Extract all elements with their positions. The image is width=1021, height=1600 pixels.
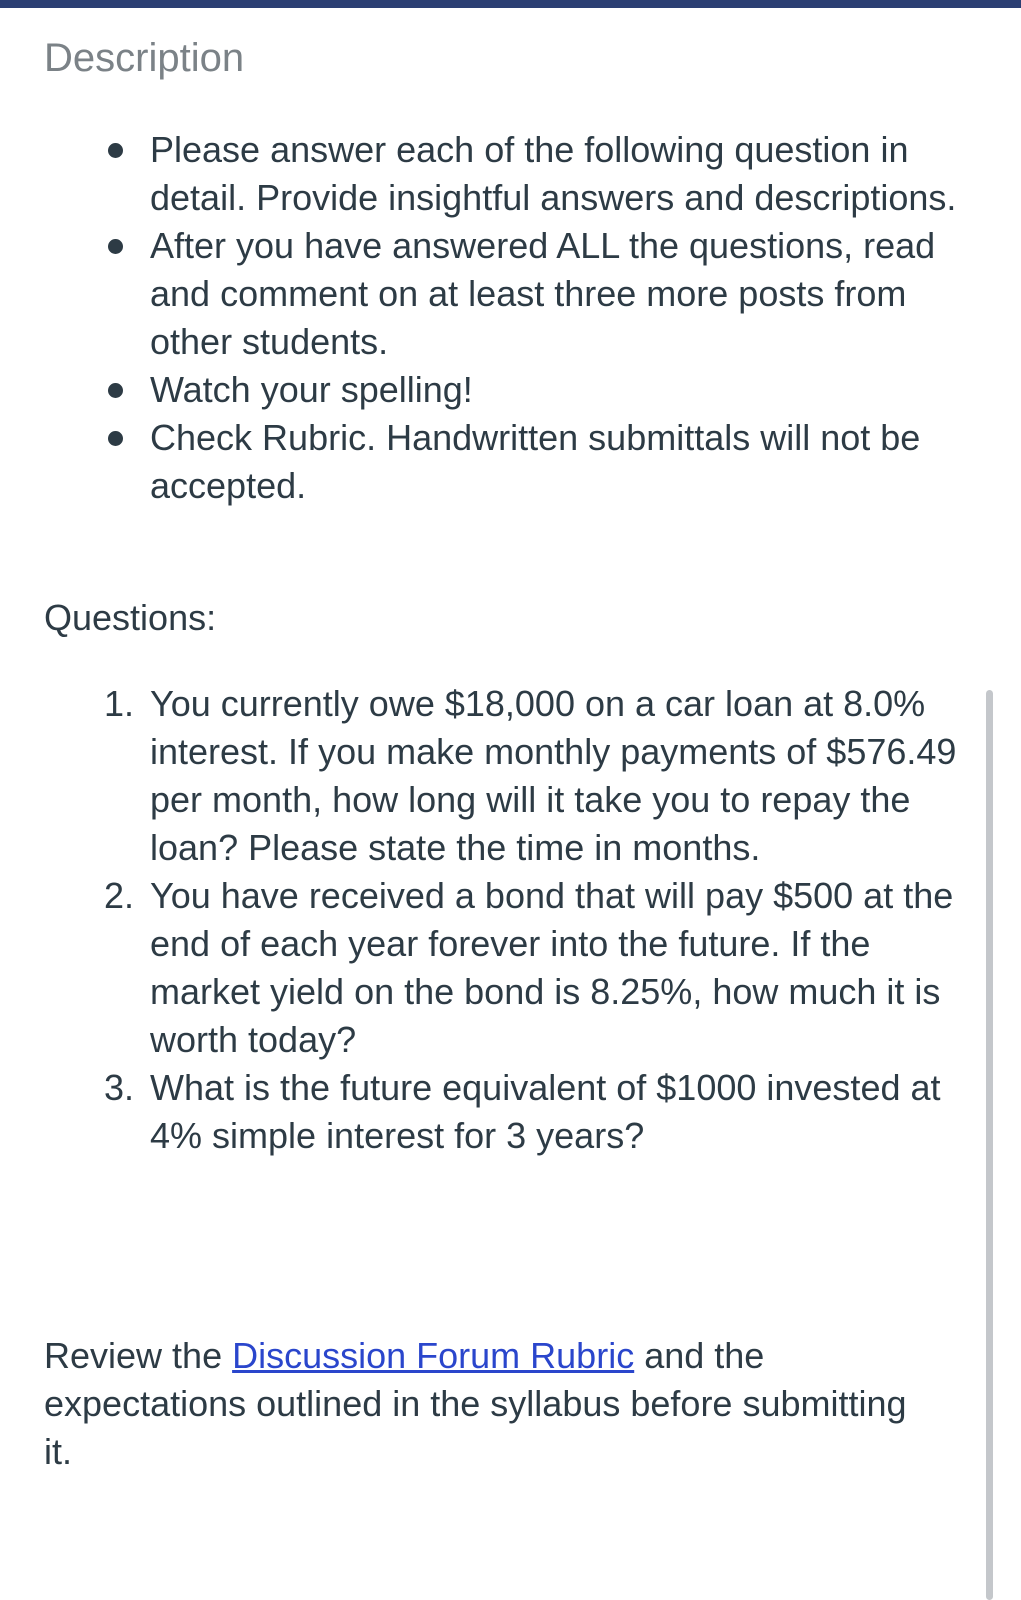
review-suffix: and the expectations outlined in the syllabus before submitting it. bbox=[44, 1335, 907, 1472]
instruction-text: Watch your spelling! bbox=[150, 369, 473, 410]
questions-list bbox=[103, 680, 980, 1160]
discussion-forum-rubric-link[interactable]: Discussion Forum Rubric bbox=[232, 1335, 635, 1376]
question-number: 3. bbox=[103, 1067, 134, 1108]
description-heading: Description bbox=[44, 36, 245, 80]
review-prefix: Review the bbox=[44, 1335, 233, 1376]
question-item bbox=[103, 872, 980, 1064]
question-text: You have received a bond that will pay $500 at the end of each year forever into the future. If the market yield on the bond is 8.25%, how much it is worth today? bbox=[150, 875, 954, 1060]
instruction-item bbox=[150, 366, 980, 414]
question-number: 1. bbox=[103, 683, 134, 724]
question-number: 2. bbox=[103, 875, 134, 916]
instruction-text: Check Rubric. Handwritten submittals will not be accepted. bbox=[150, 417, 921, 506]
question-text: What is the future equivalent of $1000 invested at 4% simple interest for 3 years? bbox=[150, 1067, 941, 1156]
bullet-dot-icon bbox=[108, 239, 123, 254]
instruction-item bbox=[150, 126, 980, 222]
questions-heading: Questions: bbox=[44, 597, 217, 638]
bullet-dot-icon bbox=[108, 143, 123, 158]
question-item bbox=[103, 680, 980, 872]
instruction-item bbox=[150, 222, 980, 366]
question-text: You currently owe $18,000 on a car loan at 8.0% interest. If you make monthly payments of $576.49 per month, how long will it take you to repay the loan? Please state the time in months. bbox=[150, 683, 957, 868]
instruction-text: After you have answered ALL the questions, read and comment on at least three more posts from other students. bbox=[150, 225, 936, 362]
vertical-scrollbar[interactable] bbox=[986, 690, 993, 1600]
instruction-item bbox=[150, 414, 980, 510]
question-item bbox=[103, 1064, 980, 1160]
bullet-dot-icon bbox=[108, 431, 123, 446]
review-note bbox=[44, 1332, 944, 1476]
bullet-dot-icon bbox=[108, 383, 123, 398]
instructions-list bbox=[150, 126, 980, 510]
instruction-text: Please answer each of the following question in detail. Provide insightful answers and descriptions. bbox=[150, 129, 957, 218]
